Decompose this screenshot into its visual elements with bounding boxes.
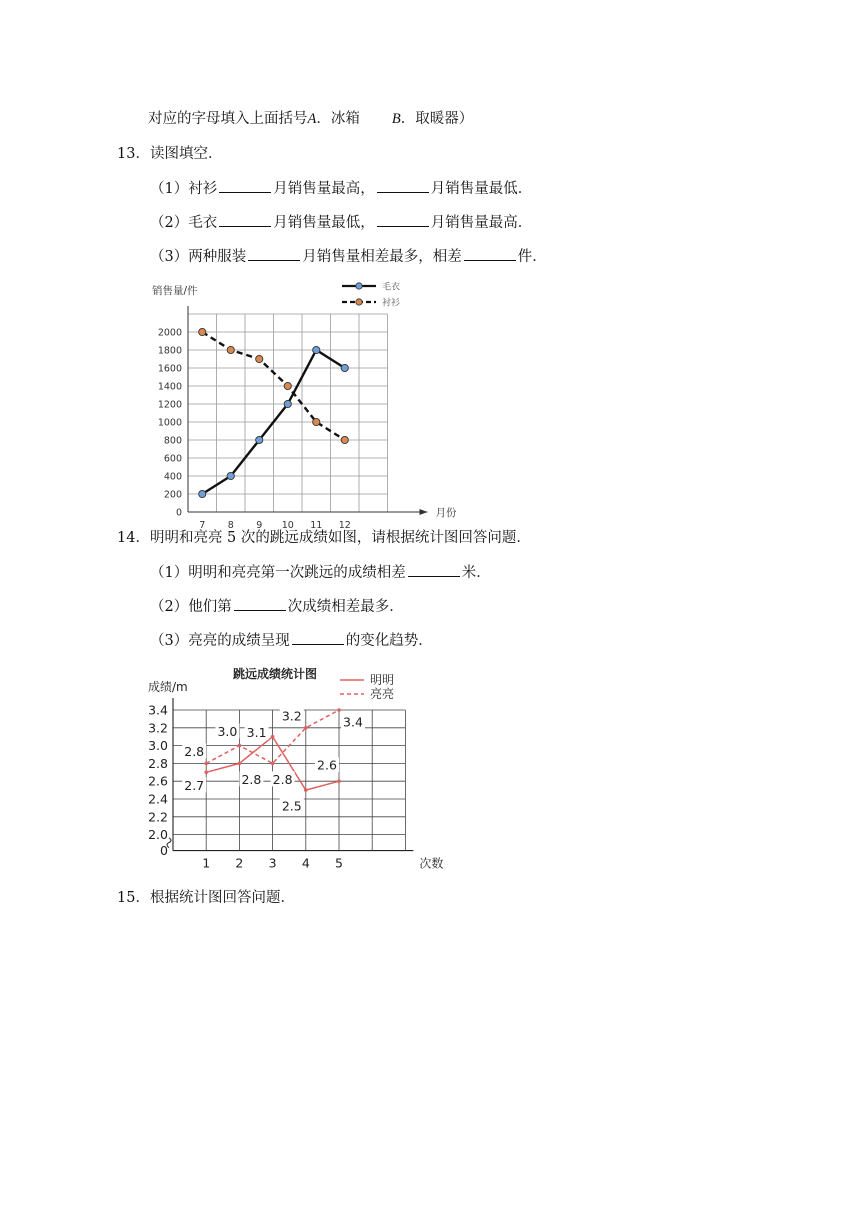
y-tick-label: 800 — [163, 435, 182, 447]
data-label: 2.5 — [281, 798, 302, 814]
q14-sub2-a: （2）他们第 — [150, 599, 232, 615]
long-jump-line-chart — [140, 660, 444, 875]
data-label: 2.8 — [272, 771, 293, 787]
data-point — [271, 762, 275, 766]
y-tick-label: 2.0 — [148, 827, 168, 843]
q13-sub1-a: （1）衬衫 — [150, 181, 218, 197]
q13-sub1-b: 月销售量最高， — [273, 181, 375, 197]
data-label: 2.7 — [184, 777, 205, 793]
x-axis-title: 次数 — [419, 856, 444, 871]
q13-sub1-c: 月销售量最低． — [430, 181, 533, 197]
data-point — [204, 771, 208, 775]
data-point — [227, 346, 234, 353]
data-label: 2.6 — [317, 757, 337, 773]
y-tick-label: 3.2 — [148, 720, 168, 736]
x-tick-label: 5 — [335, 855, 343, 871]
data-point — [313, 418, 320, 425]
y-tick-label: 3.0 — [148, 738, 168, 754]
answer-blank[interactable] — [219, 178, 271, 193]
data-label: 3.0 — [217, 724, 238, 740]
legend-marker — [356, 283, 362, 289]
answer-blank[interactable] — [292, 630, 344, 645]
x-tick-label: 9 — [256, 520, 263, 531]
y-axis-title: 销售量/件 — [152, 285, 198, 297]
y-tick-label: 1200 — [157, 399, 182, 411]
data-point — [204, 762, 208, 766]
answer-blank[interactable] — [219, 212, 271, 227]
data-point — [199, 490, 206, 497]
y-tick-label: 2000 — [157, 327, 182, 339]
y-tick-label: 400 — [163, 471, 182, 483]
q15-title: 15．根据统计图回答问题． — [117, 890, 295, 906]
q13-sub3 — [150, 246, 547, 267]
option-a-letter: A — [307, 111, 317, 127]
q14-sub1 — [150, 562, 491, 583]
legend-label: 衬衫 — [382, 298, 401, 309]
y-tick-label: 1600 — [157, 363, 182, 375]
q13-sub3-a: （3）两种服装 — [150, 249, 247, 265]
y-tick-label: 1000 — [157, 417, 182, 429]
x-tick-label: 11 — [310, 520, 323, 531]
data-point — [313, 346, 320, 353]
x-tick-label: 7 — [199, 520, 206, 531]
q14-sub3 — [150, 630, 433, 651]
intro-text: 对应的字母填入上面括号 — [148, 111, 308, 127]
data-point — [256, 355, 263, 362]
data-point — [271, 735, 275, 739]
q14-sub3-b: 的变化趋势． — [345, 633, 433, 649]
y-tick-label: 600 — [163, 453, 182, 465]
data-point — [238, 744, 242, 748]
q14-sub1-b: 米． — [461, 565, 491, 581]
data-label: 3.1 — [246, 725, 267, 741]
q13-sub2 — [150, 212, 532, 233]
answer-blank[interactable] — [408, 562, 460, 577]
y-tick-label: 1800 — [157, 345, 182, 357]
y-tick-label: 2.4 — [148, 791, 168, 807]
y-tick-label: 2.6 — [148, 773, 168, 789]
x-tick-label: 8 — [227, 520, 234, 531]
q13-sub2-b: 月销售量最低， — [273, 215, 375, 231]
legend-label: 亮亮 — [370, 687, 395, 701]
answer-blank[interactable] — [377, 178, 429, 193]
q14-sub3-a: （3）亮亮的成绩呈现 — [150, 633, 290, 649]
q14-sub2-b: 次成绩相差最多． — [287, 599, 404, 615]
option-b-letter: B — [391, 111, 401, 127]
sales-line-chart — [140, 278, 460, 531]
x-tick-label: 2 — [235, 855, 244, 871]
q13-sub3-c: 件． — [517, 249, 547, 265]
x-tick-label: 4 — [301, 855, 310, 871]
x-tick-label: 10 — [281, 520, 294, 531]
data-point — [284, 400, 291, 407]
data-point — [284, 382, 291, 389]
data-point — [238, 762, 242, 766]
q14-title: 14．明明和亮亮 5 次的跳远成绩如图，请根据统计图回答问题． — [117, 530, 531, 546]
data-point — [304, 726, 308, 730]
x-tick-label: 3 — [268, 855, 277, 871]
legend-label: 明明 — [370, 673, 395, 687]
data-label: 2.8 — [241, 771, 262, 787]
data-label: 2.8 — [184, 743, 205, 759]
legend-marker — [356, 299, 362, 305]
answer-blank[interactable] — [234, 596, 286, 611]
y-tick-label: 3.4 — [148, 702, 168, 718]
answer-blank[interactable] — [464, 246, 516, 261]
y-tick-label: 200 — [163, 489, 182, 501]
y-tick-label: 1400 — [157, 381, 182, 393]
data-point — [341, 436, 348, 443]
x-axis-arrow — [420, 509, 428, 515]
intro-line — [148, 109, 473, 129]
answer-blank[interactable] — [248, 246, 300, 261]
data-point — [341, 364, 348, 371]
option-a-text: ．冰箱 — [316, 111, 360, 127]
q13-title: 13．读图填空． — [117, 146, 223, 162]
q13-sub2-c: 月销售量最高． — [430, 215, 533, 231]
q14-sub1-a: （1）明明和亮亮第一次跳远的成绩相差 — [150, 565, 406, 581]
x-tick-label: 12 — [338, 520, 351, 531]
data-point — [337, 779, 341, 783]
data-point — [227, 472, 234, 479]
q13-sub1 — [150, 178, 532, 199]
data-label: 3.2 — [281, 708, 302, 724]
data-point — [256, 436, 263, 443]
q13-sub3-b: 月销售量相差最多，相差 — [302, 249, 462, 265]
y-tick-label: 0 — [175, 507, 182, 519]
data-point — [199, 328, 206, 335]
y-tick-label: 2.2 — [148, 809, 168, 825]
legend-label: 毛衣 — [382, 282, 401, 293]
x-tick-label: 1 — [202, 855, 211, 871]
data-point — [337, 708, 341, 712]
data-point — [304, 788, 308, 792]
option-b-text: ．取暖器） — [400, 111, 474, 127]
q14-sub2 — [150, 596, 404, 617]
y-axis-title: 成绩/m — [148, 680, 188, 694]
answer-blank[interactable] — [377, 212, 429, 227]
y-tick-label: 0 — [160, 843, 168, 859]
q13-sub2-a: （2）毛衣 — [150, 215, 218, 231]
x-axis-title: 月份 — [435, 507, 457, 519]
chart-title: 跳远成绩统计图 — [232, 667, 318, 681]
y-tick-label: 2.8 — [148, 755, 168, 771]
data-label: 3.4 — [343, 714, 363, 730]
